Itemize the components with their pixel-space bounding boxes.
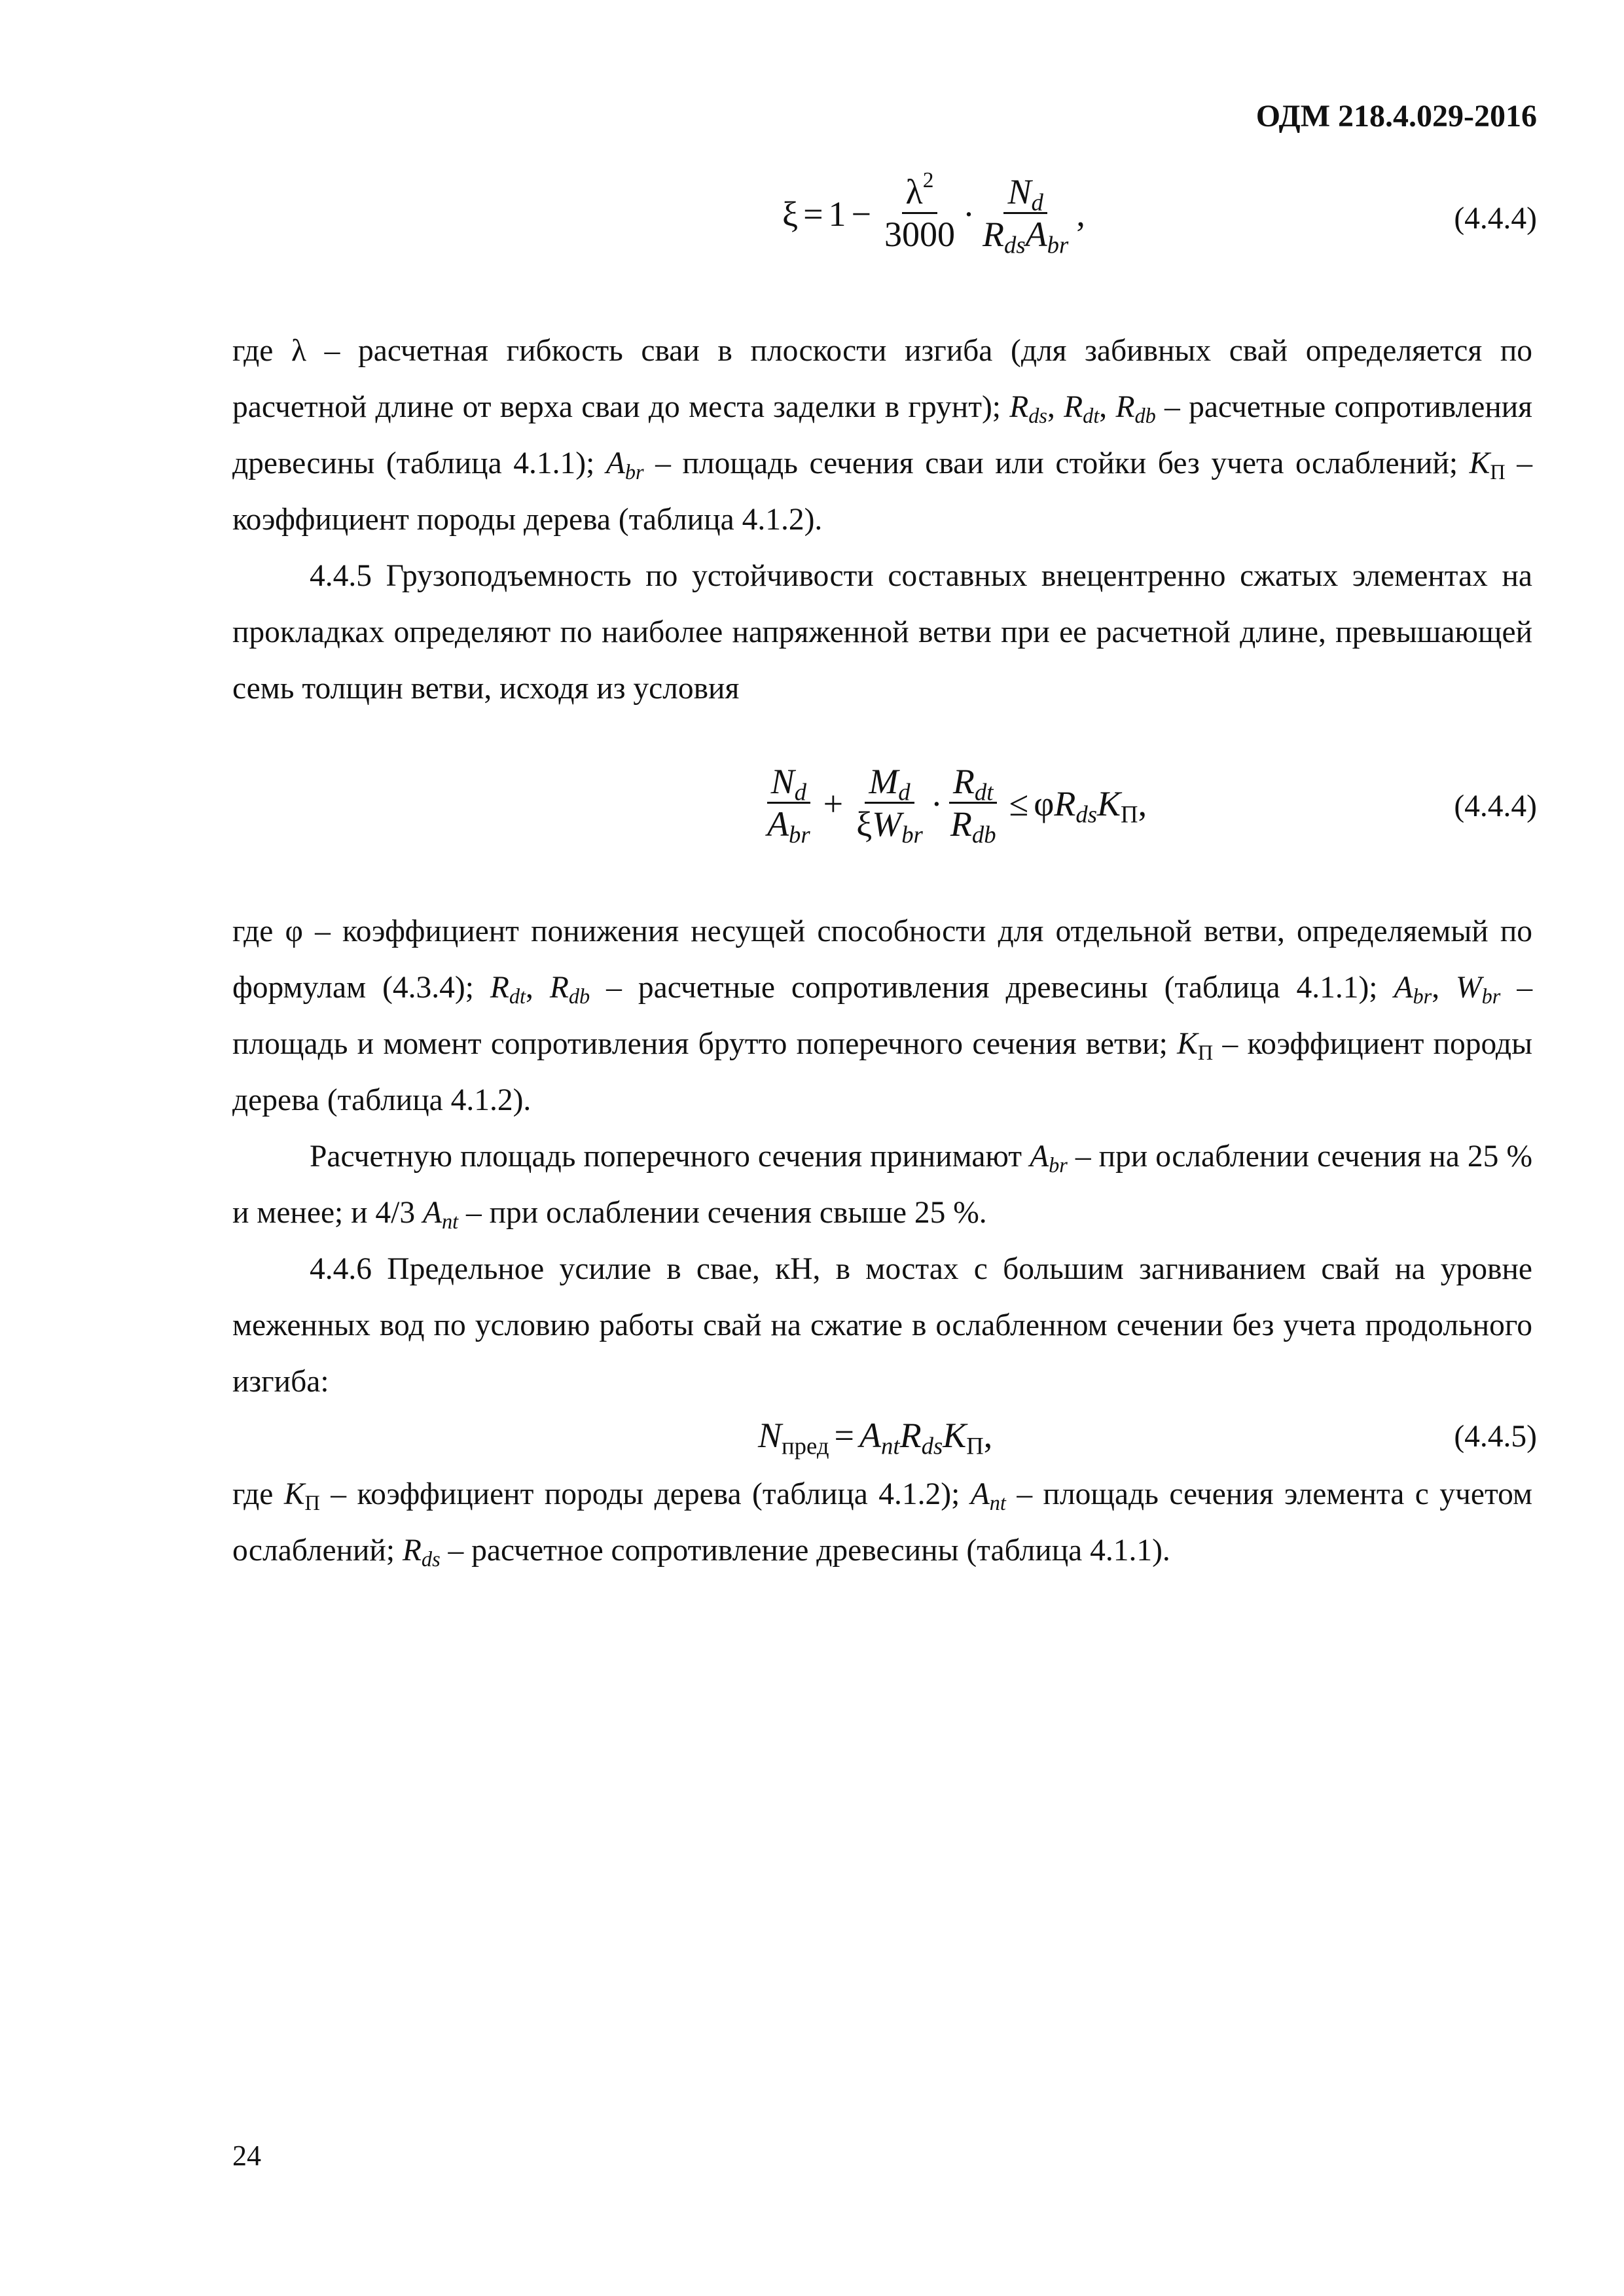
text: где — [232, 1477, 274, 1511]
formula-stability: $\frac{N_d}{A_{br}}$ + $\frac{M_d}{\xi W_{br}}$ · $\frac{R_{dt}}{R_{db}}$ ≤ $\varphi R_{ds}K_П$, — [767, 762, 1147, 848]
text: – расчетные сопротивления древесины (таблица 4.1.1); — [232, 390, 1533, 480]
paragraph-phi-definitions: где φ – коэффициент понижения несущей способности для отдельной ветви, определяемый по формулам (4.3.4); $R_{dt}$, $R_{db}$ – расчетные сопротивления древесины (таблица 4.1.1); $A_{br}$, $W_{br}$ – площадь и момент сопротивления брутто поперечного сечения ветви; $K_П$ – коэффициент породы дерева (таблица 4.1.2). — [232, 914, 1533, 1117]
document-code-header: ОДМ 218.4.029-2016 — [1255, 99, 1537, 134]
text: где — [232, 334, 274, 368]
text: Расчетную площадь поперечного сечения принимают — [310, 1139, 1022, 1174]
equation-number: (4.4.5) — [1454, 1420, 1537, 1454]
equation-4-4-4-b — [0, 753, 1624, 864]
equation-4-4-4-a — [0, 167, 1624, 265]
text: – расчетная гибкость сваи в плоскости изгиба (для забивных свай определяется по расчетной длине от верха сваи до места заделки в грунт); — [232, 334, 1533, 424]
text: 4.4.6 Предельное усилие в свае, кН, в мостах с большим загниванием свай на уровне меженных вод по условию работы свай на сжатие в ослабленном сечении без учета продольного изгиба: — [232, 1252, 1532, 1399]
text: где φ – коэффициент понижения несущей способности для отдельной ветви, определяемый по формулам (4.3.4); — [232, 914, 1532, 1005]
text: – площадь и момент сопротивления брутто поперечного сечения ветви; — [232, 971, 1533, 1061]
text: – площадь сечения элемента с учетом ослаблений; — [232, 1477, 1532, 1568]
equation-number: (4.4.4) — [1454, 789, 1537, 823]
text: – площадь сечения сваи или стойки без учета ослаблений; — [655, 446, 1458, 480]
text: 4.4.5 Грузоподъемность по устойчивости составных внецентренно сжатых элементах на прокладках определяют по наиболее напряженной ветви при ее расчетной длине, превышающей семь толщин ветви, исходя из условия — [232, 559, 1532, 706]
paragraph-section-area: Расчетную площадь поперечного сечения принимают $A_{br}$ – при ослаблении сечения на 25 % и менее; и 4/3 $A_{nt}$ – при ослаблении сечения свыше 25 %. — [232, 1139, 1533, 1234]
formula-xi: ξ = 1 − $\frac{\lambda^2}{3000}$ · $\frac{N_d}{R_{ds}A_{br}}$ , — [782, 168, 1085, 258]
formula-n-limit: $N_{пред}$ = $A_{nt}R_{ds}K_П$, — [758, 1416, 993, 1460]
text: – расчетное сопротивление древесины (таблица 4.1.1). — [448, 1534, 1170, 1568]
paragraph-limit-definitions: где $K_П$ – коэффициент породы дерева (таблица 4.1.2); $A_{nt}$ – площадь сечения элемента с учетом ослаблений; $R_{ds}$ – расчетное сопротивление древесины (таблица 4.1.1). — [232, 1477, 1532, 1571]
text: – коэффициент породы дерева (таблица 4.1.2). — [232, 1027, 1533, 1117]
text: – расчетные сопротивления древесины (таблица 4.1.1); — [606, 971, 1378, 1005]
lambda-symbol: λ — [291, 334, 307, 368]
text: – коэффициент породы дерева (таблица 4.1.2); — [331, 1477, 960, 1511]
paragraph-xi-definitions: где λ – расчетная гибкость сваи в плоскости изгиба (для забивных свай определяется по расчетной длине от верха сваи до места заделки в грунт); $R_{ds}$, $R_{dt}$, $R_{db}$ – расчетные сопротивления древесины (таблица 4.1.1); $A_{br}$ – площадь сечения сваи или стойки без учета ослаблений; $K_П$ – коэффициент породы дерева (таблица 4.1.2). — [232, 334, 1533, 537]
paragraph-4-4-6 — [232, 1241, 1532, 1410]
page-number: 24 — [232, 2140, 261, 2172]
equation-number: (4.4.4) — [1454, 202, 1537, 236]
paragraph-4-4-5 — [232, 548, 1532, 717]
text: – при ослаблении сечения на 25 % и менее; и 4/3 — [232, 1139, 1533, 1230]
text: – коэффициент породы дерева (таблица 4.1.2). — [232, 446, 1532, 537]
text: – при ослаблении сечения свыше 25 %. — [465, 1196, 987, 1230]
